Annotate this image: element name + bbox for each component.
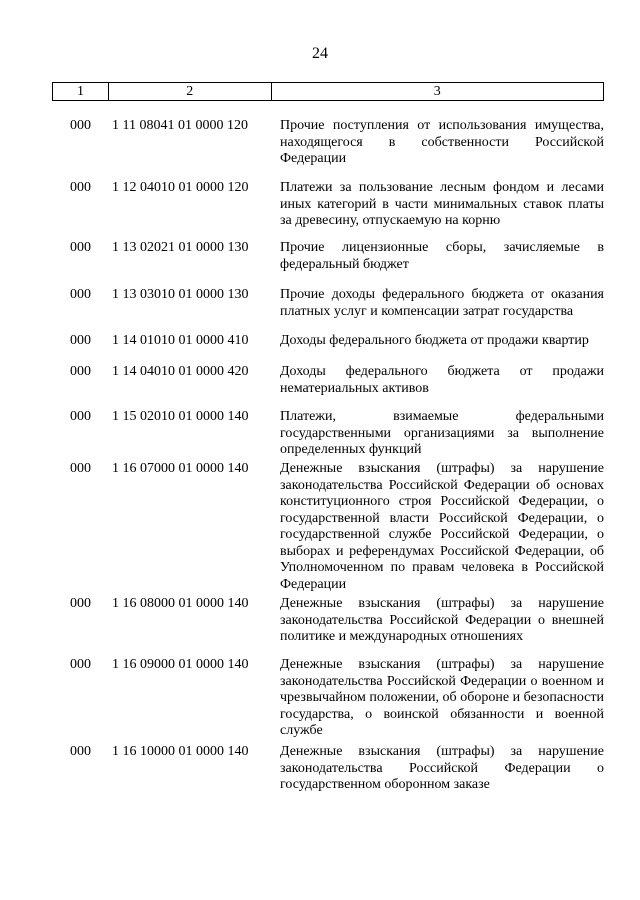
budget-classification-code: 1 16 08000 01 0000 140 [112, 596, 249, 611]
revenue-name: Денежные взыскания (штрафы) за нарушение законодательства Российской Федерации о внешней политике и международных отношениях [280, 596, 604, 644]
revenue-name: Доходы федерального бюджета от продажи квартир [280, 333, 589, 348]
budget-classification-code: 1 11 08041 01 0000 120 [112, 118, 248, 133]
budget-classification-code: 1 15 02010 01 0000 140 [112, 409, 249, 424]
revenue-name: Доходы федерального бюджета от продажи нематериальных активов [280, 364, 604, 396]
column-header-table [52, 82, 604, 101]
admin-code: 000 [70, 596, 91, 611]
budget-classification-code: 1 13 02021 01 0000 130 [112, 240, 249, 255]
admin-code: 000 [70, 287, 91, 302]
admin-code: 000 [70, 657, 91, 672]
admin-code: 000 [70, 409, 91, 424]
revenue-name: Платежи, взимаемые федеральными государственными организациями за выполнение определенных функций [280, 409, 604, 457]
budget-classification-code: 1 16 09000 01 0000 140 [112, 657, 249, 672]
revenue-name: Платежи за пользование лесным фондом и лесами иных категорий в части минимальных ставок платы за древесину, отпускаемую на корню [280, 180, 604, 228]
revenue-name: Прочие поступления от использования имущества, находящегося в собственности Российской Федерации [280, 118, 604, 166]
revenue-name: Денежные взыскания (штрафы) за нарушение законодательства Российской Федерации об основах конституционного строя Российской Федерации, о государственной власти Российской Федерации, о государственной службе Российской Федерации, о выборах и референдумах Российской Федерации, об Уполномоченном по правам человека в Российской Федерации [280, 461, 604, 592]
budget-classification-code: 1 12 04010 01 0000 120 [112, 180, 249, 195]
admin-code: 000 [70, 240, 91, 255]
page-number: 24 [312, 45, 328, 62]
admin-code: 000 [70, 461, 91, 476]
column-header-row [53, 83, 604, 101]
revenue-name: Денежные взыскания (штрафы) за нарушение законодательства Российской Федерации о военном и чрезвычайном положении, об обороне и безопасности государства, о воинской обязанности и военной службе [280, 657, 604, 738]
budget-classification-code: 1 14 01010 01 0000 410 [112, 333, 249, 348]
admin-code: 000 [70, 180, 91, 195]
budget-classification-code: 1 13 03010 01 0000 130 [112, 287, 249, 302]
revenue-name: Прочие доходы федерального бюджета от оказания платных услуг и компенсации затрат государства [280, 287, 604, 319]
admin-code: 000 [70, 744, 91, 759]
budget-classification-code: 1 16 07000 01 0000 140 [112, 461, 249, 476]
admin-code: 000 [70, 364, 91, 379]
revenue-name: Прочие лицензионные сборы, зачисляемые в федеральный бюджет [280, 240, 604, 272]
budget-classification-code: 1 16 10000 01 0000 140 [112, 744, 249, 759]
admin-code: 000 [70, 333, 91, 348]
revenue-name: Денежные взыскания (штрафы) за нарушение законодательства Российской Федерации о государственном оборонном заказе [280, 744, 604, 792]
column-header-1: 1 [53, 83, 109, 101]
column-header-3: 3 [271, 83, 603, 101]
budget-classification-code: 1 14 04010 01 0000 420 [112, 364, 249, 379]
column-header-2: 2 [108, 83, 271, 101]
admin-code: 000 [70, 118, 91, 133]
